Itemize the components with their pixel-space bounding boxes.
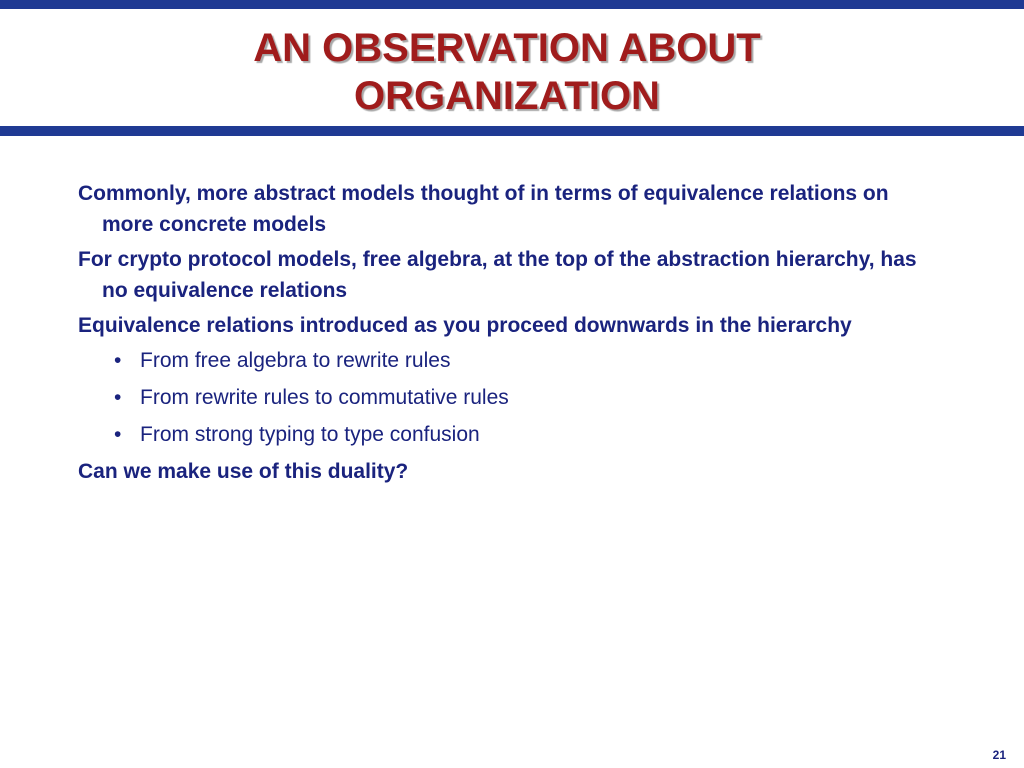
bullet-equivalence-relations: Equivalence relations introduced as you proceed downwards in the hierarchy [78, 314, 852, 337]
bullet-dot-icon: • [114, 386, 122, 409]
sub-bullet-rewrite-rules [114, 345, 938, 376]
slide-title-line-1: AN OBSERVATION ABOUT [253, 26, 761, 70]
bullet-free-algebra: For crypto protocol models, free algebra, at the top of the abstraction hierarchy, has no equivalence relations [78, 248, 917, 302]
sub-bullet-type-confusion [114, 419, 938, 450]
sub-bullet-text: From rewrite rules to commutative rules [140, 386, 509, 409]
header-top-bar [0, 0, 1024, 9]
slide-title-line-2: ORGANIZATION [354, 74, 660, 118]
slide-title [0, 24, 1014, 120]
bullet-abstract-models: Commonly, more abstract models thought of in terms of equivalence relations on more concrete models [78, 182, 889, 236]
sub-bullet-text: From free algebra to rewrite rules [140, 349, 451, 372]
header-bottom-bar [0, 126, 1024, 136]
bullet-dot-icon: • [114, 423, 122, 446]
sub-bullet-commutative-rules [114, 382, 938, 413]
bullet-dot-icon: • [114, 349, 122, 372]
page-number: 21 [992, 748, 1006, 762]
slide-content [78, 178, 938, 491]
sub-bullet-text: From strong typing to type confusion [140, 423, 480, 446]
bullet-duality-question: Can we make use of this duality? [78, 460, 409, 483]
